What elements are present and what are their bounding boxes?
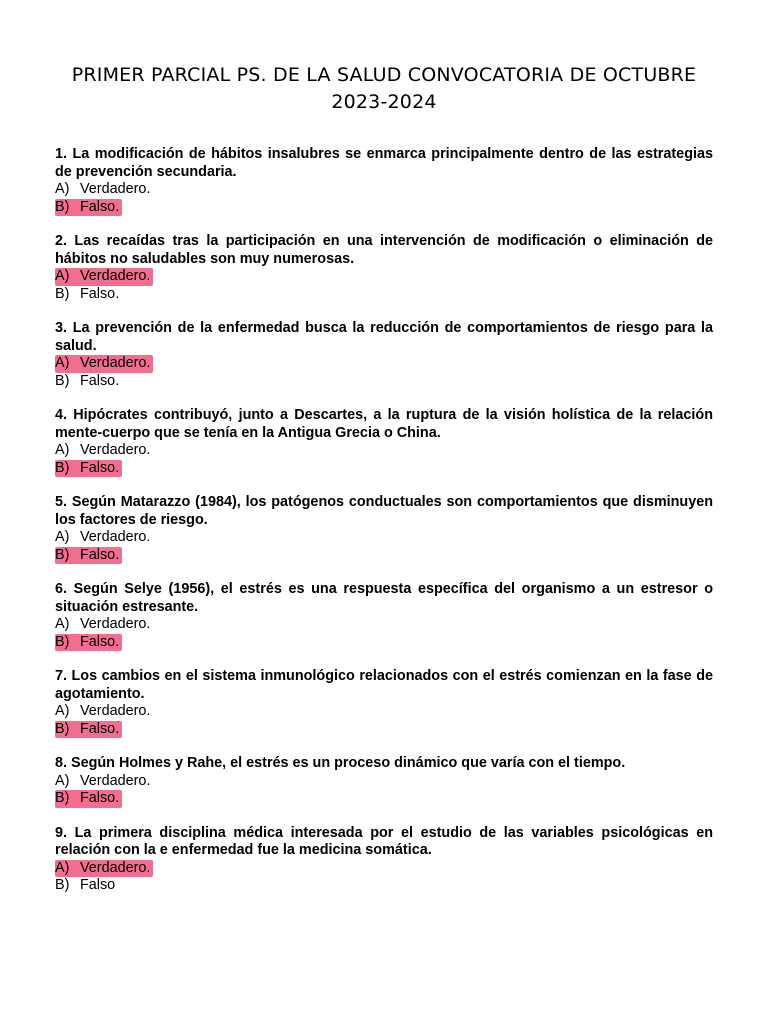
option-letter: A) (55, 268, 70, 284)
option-content (55, 442, 153, 460)
option-letter: B) (55, 720, 70, 737)
question-8 (55, 755, 713, 808)
answer-option-highlighted (55, 860, 713, 878)
option-label: Verdadero. (80, 355, 151, 371)
option-letter: A) (55, 703, 70, 719)
answer-option-highlighted (55, 268, 713, 286)
option-label: Falso (80, 877, 116, 893)
question-3 (55, 320, 713, 390)
option-letter: A) (55, 355, 70, 371)
option-label: Verdadero. (80, 268, 151, 284)
option-content (55, 547, 122, 565)
option-content (55, 773, 153, 791)
option-letter: A) (55, 859, 70, 876)
option-label: Verdadero. (80, 181, 151, 197)
question-text: 8. Según Holmes y Rahe, el estrés es un proceso dinámico que varía con el tiempo. (55, 755, 626, 771)
question-4 (55, 407, 713, 477)
option-content (55, 199, 122, 217)
question-text: 4. Hipócrates contribuyó, junto a Descartes, a la ruptura de la visión holística de la relación mente-cuerpo que se tenía en la Antigua Grecia o China. (55, 407, 713, 441)
option-label: Verdadero. (80, 616, 151, 632)
option-letter: A) (55, 616, 70, 632)
option-content (55, 616, 153, 634)
option-content (55, 373, 122, 391)
option-content (55, 877, 118, 895)
option-letter: A) (55, 442, 70, 458)
option-label: Falso. (80, 720, 120, 737)
option-label: Verdadero. (80, 529, 151, 545)
question-text: 6. Según Selye (1956), el estrés es una respuesta específica del organismo a un estresor o situación estresante. (55, 581, 713, 615)
option-content (55, 286, 122, 304)
answer-option (55, 529, 713, 547)
option-content (55, 860, 153, 878)
answer-option (55, 703, 713, 721)
question-6 (55, 581, 713, 651)
option-content (55, 703, 153, 721)
option-letter: B) (55, 372, 70, 389)
answer-option (55, 877, 713, 895)
option-letter: A) (55, 772, 70, 789)
option-content (55, 721, 122, 739)
question-text: 5. Según Matarazzo (1984), los patógenos conductuales son comportamientos que disminuyen los factores de riesgo. (55, 494, 713, 528)
answer-option (55, 181, 713, 199)
option-letter: A) (55, 529, 70, 545)
answer-option (55, 373, 713, 391)
answer-option-highlighted (55, 721, 713, 739)
option-letter: B) (55, 790, 70, 806)
option-label: Falso. (80, 546, 120, 563)
option-label: Falso. (80, 198, 120, 215)
document-title: PRIMER PARCIAL PS. DE LA SALUD CONVOCATORIA DE OCTUBRE (71, 64, 697, 86)
option-letter: B) (55, 877, 70, 893)
option-label: Falso. (80, 372, 120, 389)
option-label: Falso. (80, 633, 120, 650)
answer-option-highlighted (55, 547, 713, 565)
option-label: Verdadero. (80, 859, 151, 876)
answer-option-highlighted (55, 790, 713, 808)
option-label: Verdadero. (80, 772, 151, 789)
answer-option (55, 773, 713, 791)
question-7 (55, 668, 713, 738)
option-label: Falso. (80, 459, 120, 476)
option-content (55, 790, 122, 808)
option-letter: B) (55, 546, 70, 563)
question-9 (55, 825, 713, 895)
question-2 (55, 233, 713, 303)
option-letter: B) (55, 198, 70, 215)
question-text: 7. Los cambios en el sistema inmunológico relacionados con el estrés comienzan en la fase de agotamiento. (55, 668, 713, 702)
question-text: 1. La modificación de hábitos insalubres se enmarca principalmente dentro de las estrategias de prevención secundaria. (55, 146, 713, 180)
option-content (55, 181, 153, 199)
option-content (55, 268, 153, 286)
answer-option (55, 286, 713, 304)
document-year: 2023-2024 (331, 91, 437, 113)
question-text: 2. Las recaídas tras la participación en una intervención de modificación o eliminación de hábitos no saludables son muy numerosas. (55, 233, 713, 267)
option-letter: B) (55, 459, 70, 476)
question-list (55, 146, 713, 895)
question-5 (55, 494, 713, 564)
option-label: Falso. (80, 285, 120, 302)
question-text: 9. La primera disciplina médica interesada por el estudio de las variables psicológicas en relación con la e enfermedad fue la medicina somática. (55, 824, 713, 858)
option-content (55, 634, 122, 652)
option-letter: A) (55, 181, 70, 197)
option-content (55, 460, 122, 478)
answer-option (55, 442, 713, 460)
question-text: 3. La prevención de la enfermedad busca la reducción de comportamientos de riesgo para la salud. (55, 320, 713, 354)
answer-option (55, 616, 713, 634)
answer-option-highlighted (55, 634, 713, 652)
answer-option-highlighted (55, 199, 713, 217)
option-letter: B) (55, 633, 70, 650)
option-content (55, 529, 153, 547)
answer-option-highlighted (55, 355, 713, 373)
option-label: Falso. (80, 790, 120, 806)
question-1 (55, 146, 713, 216)
option-label: Verdadero. (80, 442, 151, 458)
option-letter: B) (55, 285, 70, 302)
option-label: Verdadero. (80, 703, 151, 719)
option-content (55, 355, 153, 373)
answer-option-highlighted (55, 460, 713, 478)
